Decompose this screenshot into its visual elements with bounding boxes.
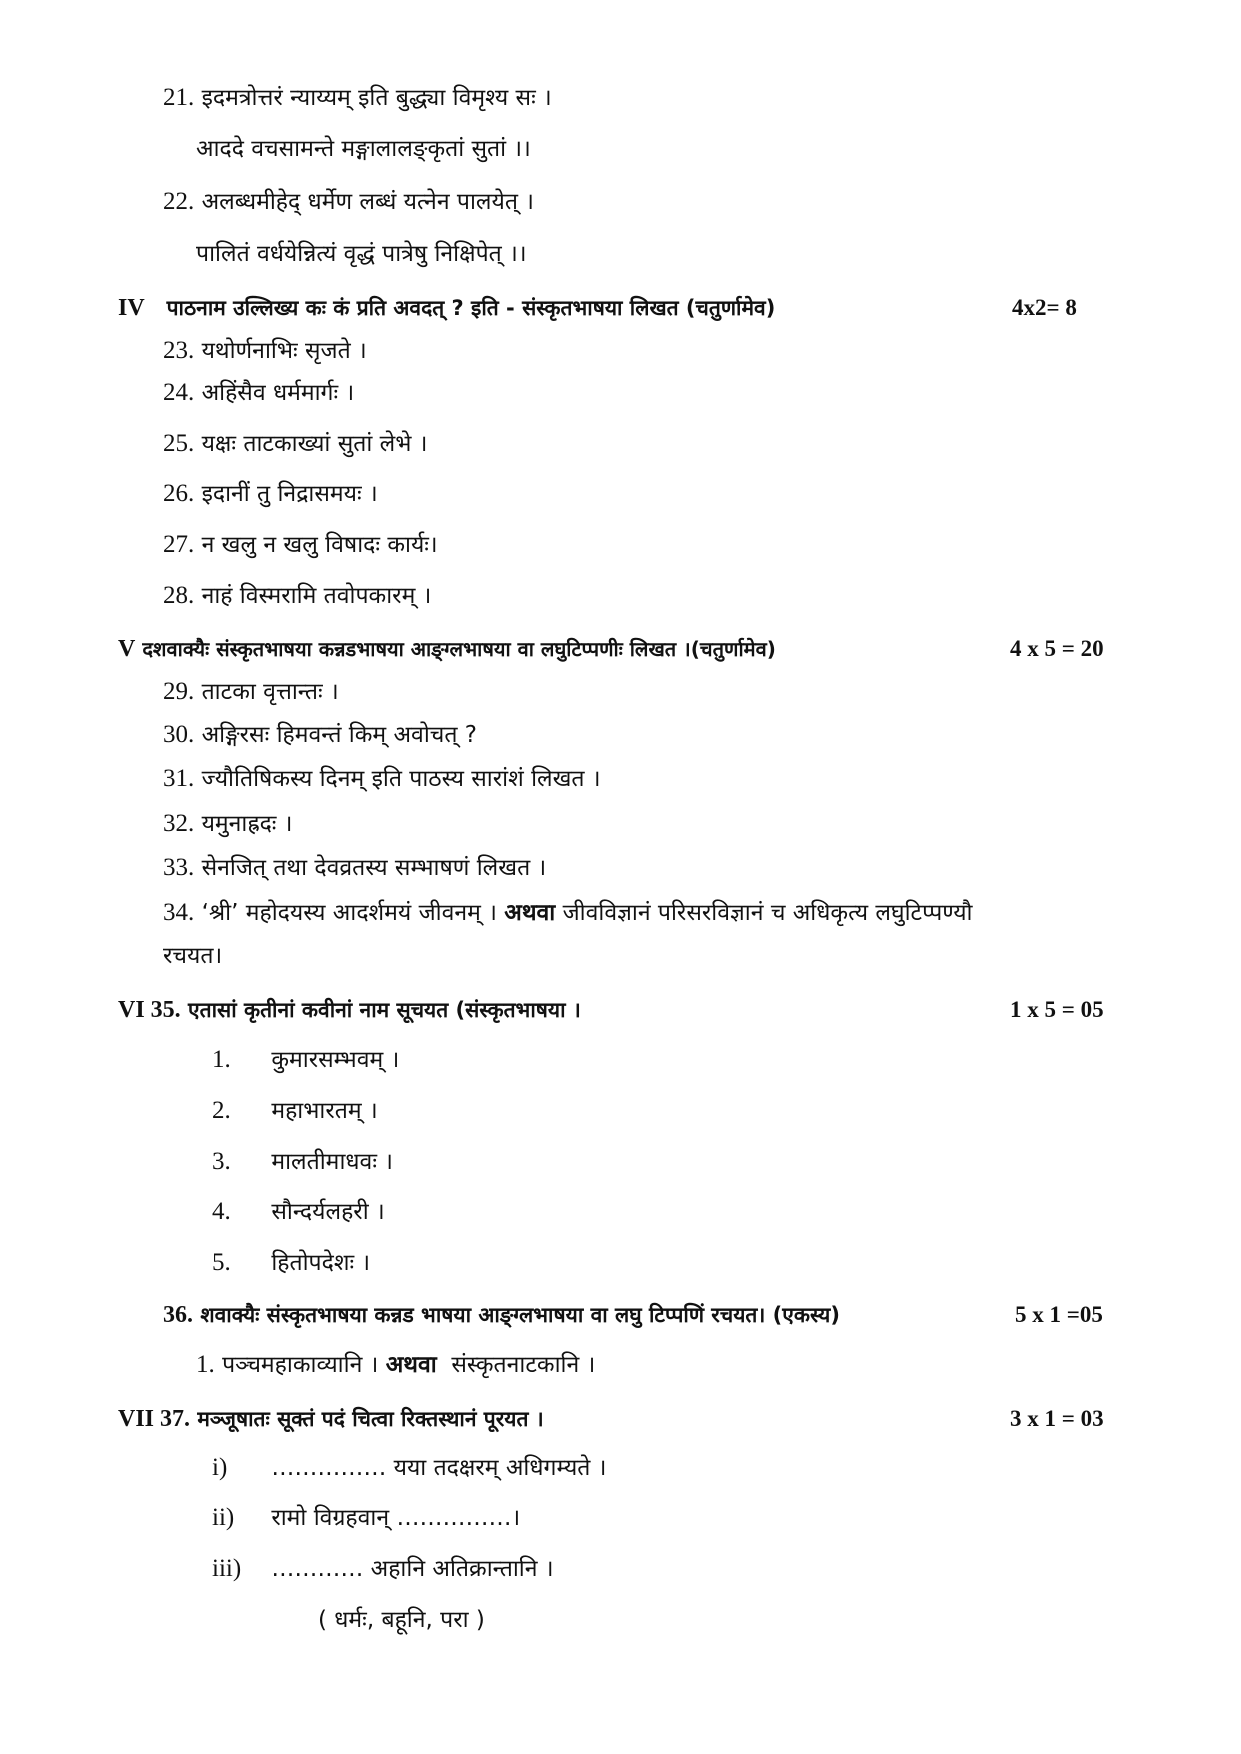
question-number: 27. bbox=[163, 531, 195, 558]
item-number: ii) bbox=[212, 1504, 235, 1531]
verse-number: 22. bbox=[163, 188, 195, 215]
question-number: 23. bbox=[163, 337, 195, 364]
section-instruction: दशवाक्यैः संस्कृतभाषया कन्नडभाषया आङ्ग्लभाषया वा लघुटिप्पणीः लिखत ।(चतुर्णामेव) bbox=[142, 637, 776, 661]
section-roman-numeral: IV bbox=[118, 295, 145, 321]
or-label: अथवा bbox=[385, 1352, 437, 1378]
question-26 bbox=[163, 478, 378, 510]
section-7-marks: 3 x 1 = 03 bbox=[1010, 1406, 1104, 1431]
section-6-heading bbox=[118, 994, 581, 1026]
question-number: 24. bbox=[163, 379, 195, 406]
section-roman-numeral: VI 35. bbox=[118, 997, 181, 1023]
option-a: पञ्चमहाकाव्यानि । bbox=[222, 1352, 379, 1378]
question-text: यमुनाह्रदः । bbox=[201, 811, 293, 837]
work-item-1 bbox=[212, 1044, 399, 1076]
question-31 bbox=[163, 763, 601, 795]
question-text: यथोर्णनाभिः सृजते । bbox=[201, 338, 367, 364]
question-29 bbox=[163, 676, 339, 708]
verse-22 bbox=[163, 186, 534, 218]
item-text: सौन्दर्यलहरी । bbox=[271, 1199, 385, 1225]
question-text: ताटका वृत्तान्तः । bbox=[201, 679, 339, 705]
item-number: 3. bbox=[212, 1148, 231, 1175]
question-25 bbox=[163, 428, 427, 460]
item-text: महाभारतम् । bbox=[271, 1098, 378, 1124]
item-number: 5. bbox=[212, 1249, 231, 1276]
fill-blank-3 bbox=[212, 1553, 554, 1585]
question-text: नाहं विस्मरामि तवोपकारम् । bbox=[201, 583, 432, 609]
question-36-options bbox=[196, 1349, 595, 1381]
question-32 bbox=[163, 808, 292, 840]
item-number: 2. bbox=[212, 1097, 231, 1124]
question-30 bbox=[163, 719, 477, 751]
question-text: इदानीं तु निद्रासमयः । bbox=[201, 481, 378, 507]
question-number: 26. bbox=[163, 480, 195, 507]
item-text: कुमारसम्भवम् । bbox=[271, 1047, 400, 1073]
or-label: अथवा bbox=[504, 900, 556, 926]
question-text: न खलु न खलु विषादः कार्यः। bbox=[201, 532, 438, 558]
fill-blank-2 bbox=[212, 1502, 520, 1534]
question-text: सेनजित् तथा देवव्रतस्य सम्भाषणं लिखत । bbox=[201, 855, 547, 881]
verse-22-line-2: पालितं वर्धयेन्नित्यं वृद्धं पात्रेषु निक्षिपेत् ।। bbox=[196, 241, 527, 267]
question-text: ‘श्री’ महोदयस्य आदर्शमयं जीवनम् । bbox=[201, 900, 497, 926]
work-item-4 bbox=[212, 1196, 385, 1228]
question-text: ज्यौतिषिकस्य दिनम् इति पाठस्य सारांशं लिखत । bbox=[201, 766, 601, 792]
item-number: i) bbox=[212, 1454, 228, 1481]
option-b: संस्कृतनाटकानि । bbox=[451, 1352, 596, 1378]
section-roman-numeral: VII 37. bbox=[118, 1406, 191, 1432]
question-number: 34. bbox=[163, 899, 195, 926]
section-5-heading bbox=[118, 633, 776, 665]
question-27 bbox=[163, 529, 438, 561]
item-text: ………… अहानि अतिक्रान्तानि । bbox=[271, 1556, 554, 1582]
section-4-marks: 4x2= 8 bbox=[1012, 295, 1077, 320]
section-4-heading bbox=[118, 292, 775, 324]
item-number: 1. bbox=[196, 1351, 215, 1378]
question-34-continued: रचयत। bbox=[163, 943, 223, 969]
question-text-alt: जीवविज्ञानं परिसरविज्ञानं च अधिकृत्य लघुटिप्पण्यौ bbox=[562, 900, 973, 926]
question-number: 30. bbox=[163, 721, 195, 748]
question-28 bbox=[163, 580, 431, 612]
verse-21-line-2: आददे वचसामन्ते मङ्गालालङ्कृतां सुतां ।। bbox=[196, 136, 531, 162]
question-number: 33. bbox=[163, 854, 195, 881]
question-number: 25. bbox=[163, 430, 195, 457]
question-text: यक्षः ताटकाख्यां सुतां लेभे । bbox=[201, 431, 428, 457]
verse-line: अलब्धमीहेद् धर्मेण लब्धं यत्नेन पालयेत् । bbox=[201, 189, 534, 215]
section-6-marks: 1 x 5 = 05 bbox=[1010, 997, 1104, 1022]
question-36-heading bbox=[163, 1299, 840, 1331]
question-33 bbox=[163, 852, 546, 884]
fill-blank-1 bbox=[212, 1452, 606, 1484]
item-text: रामो विग्रहवान् ……………। bbox=[271, 1505, 521, 1531]
question-number: 28. bbox=[163, 582, 195, 609]
verse-line: इदमत्रोत्तरं न्याय्यम् इति बुद्ध्या विमृश्य सः । bbox=[201, 85, 552, 111]
item-text: हितोपदेशः । bbox=[271, 1250, 371, 1276]
work-item-2 bbox=[212, 1095, 378, 1127]
section-7-heading bbox=[118, 1403, 544, 1435]
item-number: 1. bbox=[212, 1046, 231, 1073]
section-instruction: एतासां कृतीनां कवीनां नाम सूचयत (संस्कृतभाषया । bbox=[187, 998, 581, 1022]
item-number: iii) bbox=[212, 1555, 242, 1582]
question-number: 31. bbox=[163, 765, 195, 792]
question-instruction: शवाक्यैः संस्कृतभाषया कन्नड भाषया आङ्ग्लभाषया वा लघु टिप्पणिं रचयत। (एकस्य) bbox=[200, 1303, 840, 1327]
section-5-marks: 4 x 5 = 20 bbox=[1010, 636, 1104, 661]
work-item-5 bbox=[212, 1247, 370, 1279]
question-number: 29. bbox=[163, 678, 195, 705]
section-instruction: मञ्जूषातः सूक्तं पदं चित्वा रिक्तस्थानं पूरयत । bbox=[197, 1407, 544, 1431]
question-23 bbox=[163, 335, 367, 367]
question-number: 32. bbox=[163, 810, 195, 837]
question-36-marks: 5 x 1 =05 bbox=[1015, 1302, 1103, 1327]
work-item-3 bbox=[212, 1146, 393, 1178]
verse-21 bbox=[163, 82, 552, 114]
question-34 bbox=[163, 897, 973, 929]
item-text: …………… यया तदक्षरम् अधिगम्यते । bbox=[271, 1455, 607, 1481]
section-instruction: पाठनाम उल्लिख्य कः कं प्रति अवदत् ? इति - संस्कृतभाषया लिखत (चतुर्णामेव) bbox=[166, 296, 776, 320]
section-roman-numeral: V bbox=[118, 636, 136, 662]
question-text: अङ्गिरसः हिमवन्तं किम् अवोचत् ? bbox=[201, 722, 478, 748]
verse-number: 21. bbox=[163, 84, 195, 111]
question-number: 36. bbox=[163, 1302, 193, 1328]
item-text: मालतीमाधवः । bbox=[271, 1149, 394, 1175]
word-box-options: ( धर्मः, बहूनि, परा ) bbox=[318, 1607, 485, 1633]
question-24 bbox=[163, 377, 354, 409]
question-text: अहिंसैव धर्ममार्गः । bbox=[201, 380, 355, 406]
item-number: 4. bbox=[212, 1198, 231, 1225]
